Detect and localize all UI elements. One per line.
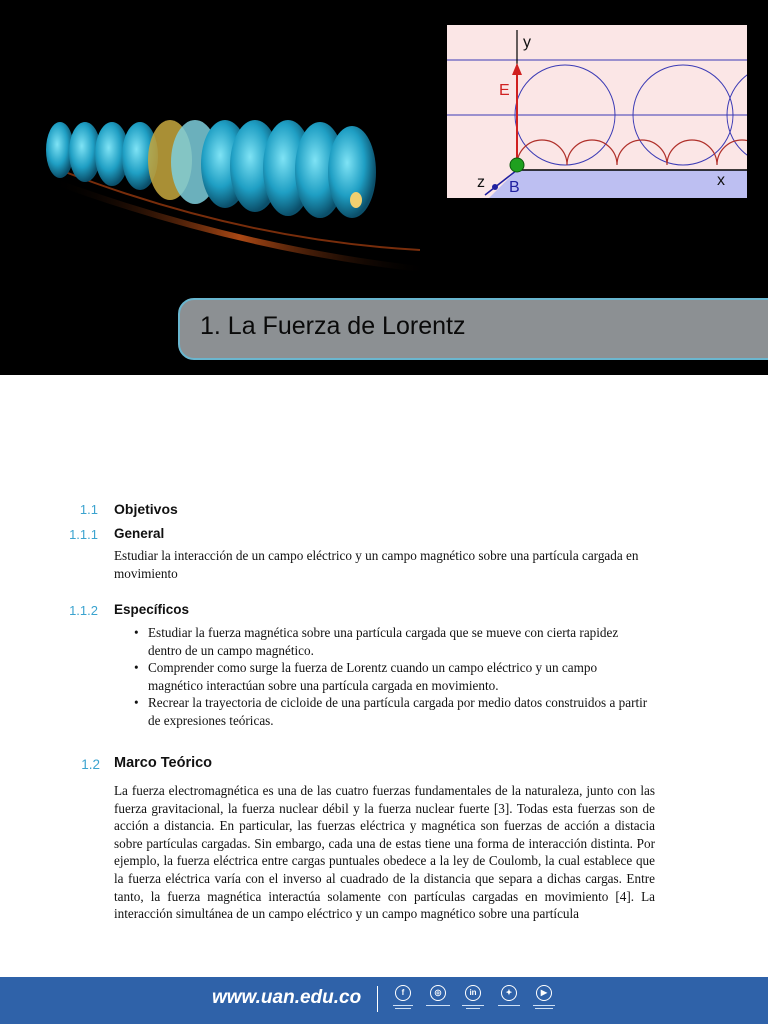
axis-x-label: x xyxy=(717,172,725,189)
chapter-header xyxy=(0,0,768,375)
axis-z-label: z xyxy=(477,174,485,191)
twitter-icon[interactable]: ✦ xyxy=(493,985,525,1019)
divider xyxy=(377,986,378,1012)
axis-y-label: y xyxy=(523,34,531,51)
b-field-label: B xyxy=(509,179,520,196)
facebook-icon[interactable]: f xyxy=(387,985,419,1019)
e-field-label: E xyxy=(499,82,510,99)
subsection-title: General xyxy=(114,526,165,541)
chapter-title-bar xyxy=(178,298,768,360)
subsection-number: 1.1.1 xyxy=(69,527,98,542)
specific-objectives-list xyxy=(134,624,655,730)
subsection-number: 1.1.2 xyxy=(69,603,98,618)
section-title: Objetivos xyxy=(114,501,178,517)
list-item: • Comprender como surge la fuerza de Lorentz cuando un campo eléctrico y un campo magnético interactúan sobre una partícula cargada en movimiento. xyxy=(134,660,598,693)
list-item: • Recrear la trayectoria de cicloide de una partícula cargada por medio datos construidos a partir de expresiones teóricas. xyxy=(134,695,648,728)
subsection-title: Específicos xyxy=(114,602,190,617)
general-objective-text: Estudiar la interacción de un campo eléctrico y un campo magnético sobre una partícula cargada en movimiento xyxy=(114,548,639,581)
youtube-icon[interactable]: ▶ xyxy=(528,985,560,1019)
instagram-icon[interactable]: ◎ xyxy=(422,985,454,1019)
cycloid-field-diagram xyxy=(447,25,747,198)
website-link[interactable]: www.uan.edu.co xyxy=(212,987,362,1008)
marco-teorico-paragraph: La fuerza electromagnética es una de las cuatro fuerzas fundamentales de la naturaleza, junto con las fuerza gravitacional, la fuerza nuclear débil y la fuerza nuclear fuerte [3]. Todas esta fuerzas son de acción a distancia. En particular, las fuerzas eléctrica y magnética son fuerzas de acción a distacia sobre partículas cargadas. Sin embargo, cada una de estas tiene una forma de interacción distinta. Por ejemplo, la fuerza eléctrica entre cargas puntuales obedece a la ley de Coulomb, la cual establece que la fuerza eléctrica varía con el inverso al cuadrado de la distancia que separa a dichas cargas. Entre tanto, la fuerza magnética interactúa solamente con partículas cargadas en movimiento [4]. La interacción simultánea de un campo eléctrico y un campo magnético sobre una partícula xyxy=(114,783,655,922)
electromagnetic-wave-illustration xyxy=(40,100,440,280)
chapter-title: 1. La Fuerza de Lorentz xyxy=(200,312,466,340)
list-item: • Estudiar la fuerza magnética sobre una partícula cargada que se mueve con cierta rapidez dentro de un campo magnético. xyxy=(134,625,619,658)
section-number: 1.1 xyxy=(79,502,98,517)
footer-bar xyxy=(0,977,768,1024)
linkedin-icon[interactable]: in xyxy=(457,985,489,1019)
section-title: Marco Teórico xyxy=(114,755,213,771)
section-number: 1.2 xyxy=(81,757,100,772)
